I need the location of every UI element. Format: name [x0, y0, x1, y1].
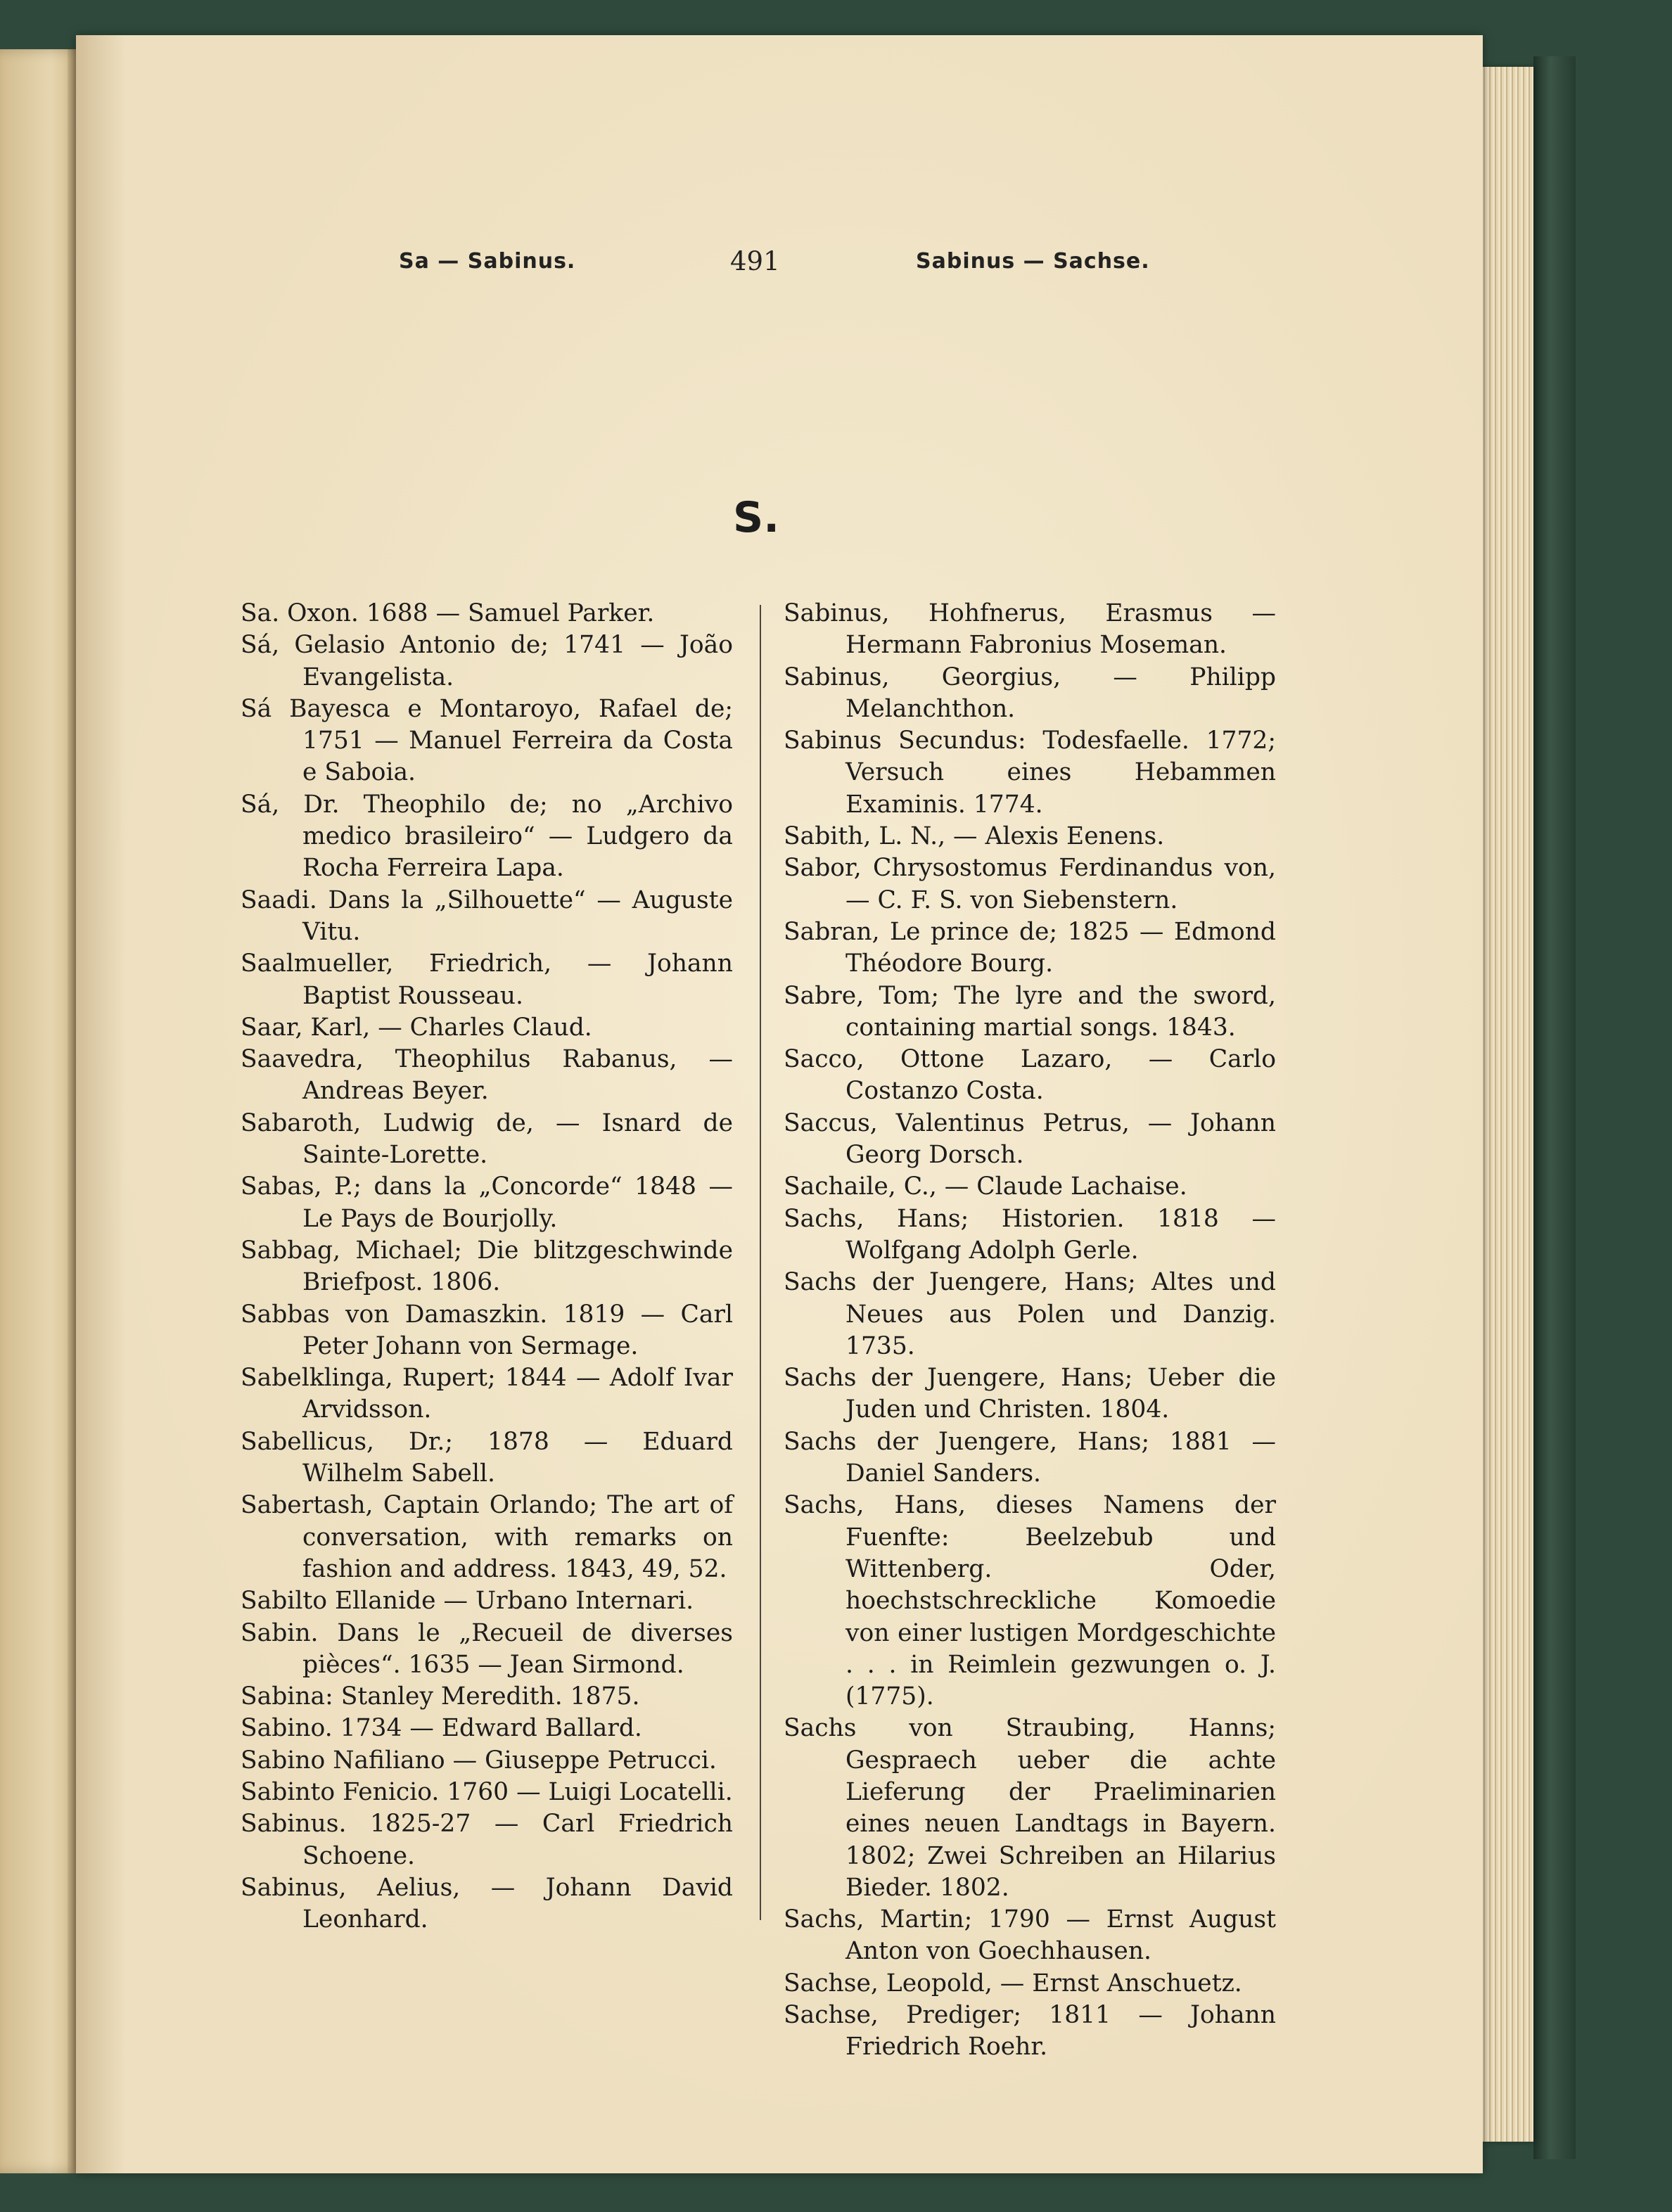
index-entry: Sacco, Ottone Lazaro, — Carlo Costanzo Costa.	[784, 1045, 1276, 1106]
index-entry: Sá Bayesca e Montaroyo, Rafael de; 1751 — Manuel Ferreira da Costa e Saboia.	[241, 694, 733, 787]
index-entry: Saccus, Valentinus Petrus, — Johann Georg Dorsch.	[784, 1108, 1276, 1170]
index-entry: Sabinto Fenicio. 1760 — Luigi Locatelli.	[241, 1777, 733, 1806]
index-entry: Sabas, P.; dans la „Concorde“ 1848 — Le Pays de Bourjolly.	[241, 1172, 733, 1233]
index-entry: Sabino. 1734 — Edward Ballard.	[241, 1714, 642, 1743]
index-entry: Sabbag, Michael; Die blitzgeschwinde Briefpost. 1806.	[241, 1236, 733, 1297]
section-letter: S.	[733, 493, 780, 542]
index-entry: Saalmueller, Friedrich, — Johann Baptist Rousseau.	[241, 950, 733, 1010]
index-entry: Sabaroth, Ludwig de, — Isnard de Sainte-Lorette.	[241, 1108, 733, 1170]
index-entry: Sabino Nafiliano — Giuseppe Petrucci.	[241, 1746, 717, 1775]
index-entry: Sachs, Martin; 1790 — Ernst August Anton von Goechhausen.	[784, 1905, 1276, 1966]
column-divider	[760, 605, 761, 1920]
index-entry: Sabre, Tom; The lyre and the sword, containing martial songs. 1843.	[784, 981, 1276, 1042]
index-entry: Sabilto Ellanide — Urbano Internari.	[241, 1587, 694, 1616]
index-entry: Sabinus, Hohfnerus, Erasmus — Hermann Fabronius Moseman.	[784, 599, 1276, 660]
index-entry: Sachs der Juengere, Hans; Altes und Neues aus Polen und Danzig. 1735.	[784, 1268, 1276, 1360]
index-entry: Sachaile, C., — Claude Lachaise.	[784, 1172, 1187, 1201]
index-entry: Saavedra, Theophilus Rabanus, — Andreas Beyer.	[241, 1045, 733, 1106]
facing-page-edge	[0, 49, 84, 2173]
index-entry: Sachs, Hans; Historien. 1818 — Wolfgang Adolph Gerle.	[784, 1204, 1276, 1265]
index-entry: Sabith, L. N., — Alexis Eenens.	[784, 822, 1165, 851]
index-entry: Sabinus, Georgius, — Philipp Melanchthon.	[784, 663, 1276, 723]
index-entry: Sachs der Juengere, Hans; 1881 — Daniel Sanders.	[784, 1427, 1276, 1488]
running-head-right: Sabinus — Sachse.	[916, 249, 1150, 274]
left-column	[241, 598, 733, 1936]
running-head-left: Sa — Sabinus.	[399, 249, 576, 274]
index-entry: Sabran, Le prince de; 1825 — Edmond Théodore Bourg.	[784, 917, 1276, 978]
index-entry: Sabinus, Aelius, — Johann David Leonhard.	[241, 1873, 733, 1934]
index-entry: Sabbas von Damaszkin. 1819 — Carl Peter Johann von Sermage.	[241, 1300, 733, 1360]
index-entry: Sachs, Hans, dieses Namens der Fuenfte: Beelzebub und Wittenberg. Oder, hoechstschreckliche Komoedie von einer lustigen Mordgeschichte . . . in Reimlein gezwungen o. J. (1775).	[784, 1491, 1276, 1711]
index-entry: Sabor, Chrysostomus Ferdinandus von, — C. F. S. von Siebenstern.	[784, 854, 1276, 914]
index-entry: Sá, Gelasio Antonio de; 1741 — João Evangelista.	[241, 631, 733, 691]
index-entry: Sachs der Juengere, Hans; Ueber die Juden und Christen. 1804.	[784, 1364, 1276, 1424]
index-entry: Sá, Dr. Theophilo de; no „Archivo medico brasileiro“ — Ludgero da Rocha Ferreira Lapa.	[241, 790, 733, 883]
index-entry: Saadi. Dans la „Silhouette“ — Auguste Vitu.	[241, 886, 733, 946]
index-entry: Sabinus Secundus: Todesfaelle. 1772; Versuch eines Hebammen Examinis. 1774.	[784, 727, 1276, 819]
index-entry: Sabertash, Captain Orlando; The art of conversation, with remarks on fashion and address. 1843, 49, 52.	[241, 1491, 733, 1583]
index-entry: Sa. Oxon. 1688 — Samuel Parker.	[241, 599, 655, 627]
right-column	[784, 598, 1276, 2064]
index-entry: Sabelklinga, Rupert; 1844 — Adolf Ivar Arvidsson.	[241, 1364, 733, 1424]
index-entry: Sachse, Leopold, — Ernst Anschuetz.	[784, 1969, 1242, 1997]
index-entry: Sabellicus, Dr.; 1878 — Eduard Wilhelm Sabell.	[241, 1427, 733, 1488]
index-entry: Sabina: Stanley Meredith. 1875.	[241, 1682, 640, 1711]
index-entry: Saar, Karl, — Charles Claud.	[241, 1013, 592, 1042]
book-cover-edge	[1533, 56, 1576, 2159]
index-entry: Sachs von Straubing, Hanns; Gespraech ueber die achte Lieferung der Praeliminarien eines neuen Landtags in Bayern. 1802; Zwei Schreiben an Hilarius Bieder. 1802.	[784, 1714, 1276, 1902]
index-entry: Sachse, Prediger; 1811 — Johann Friedrich Roehr.	[784, 2001, 1276, 2061]
page-number: 491	[730, 246, 780, 276]
index-entry: Sabin. Dans le „Recueil de diverses pièces“. 1635 — Jean Sirmond.	[241, 1618, 733, 1679]
index-entry: Sabinus. 1825-27 — Carl Friedrich Schoene.	[241, 1810, 733, 1870]
